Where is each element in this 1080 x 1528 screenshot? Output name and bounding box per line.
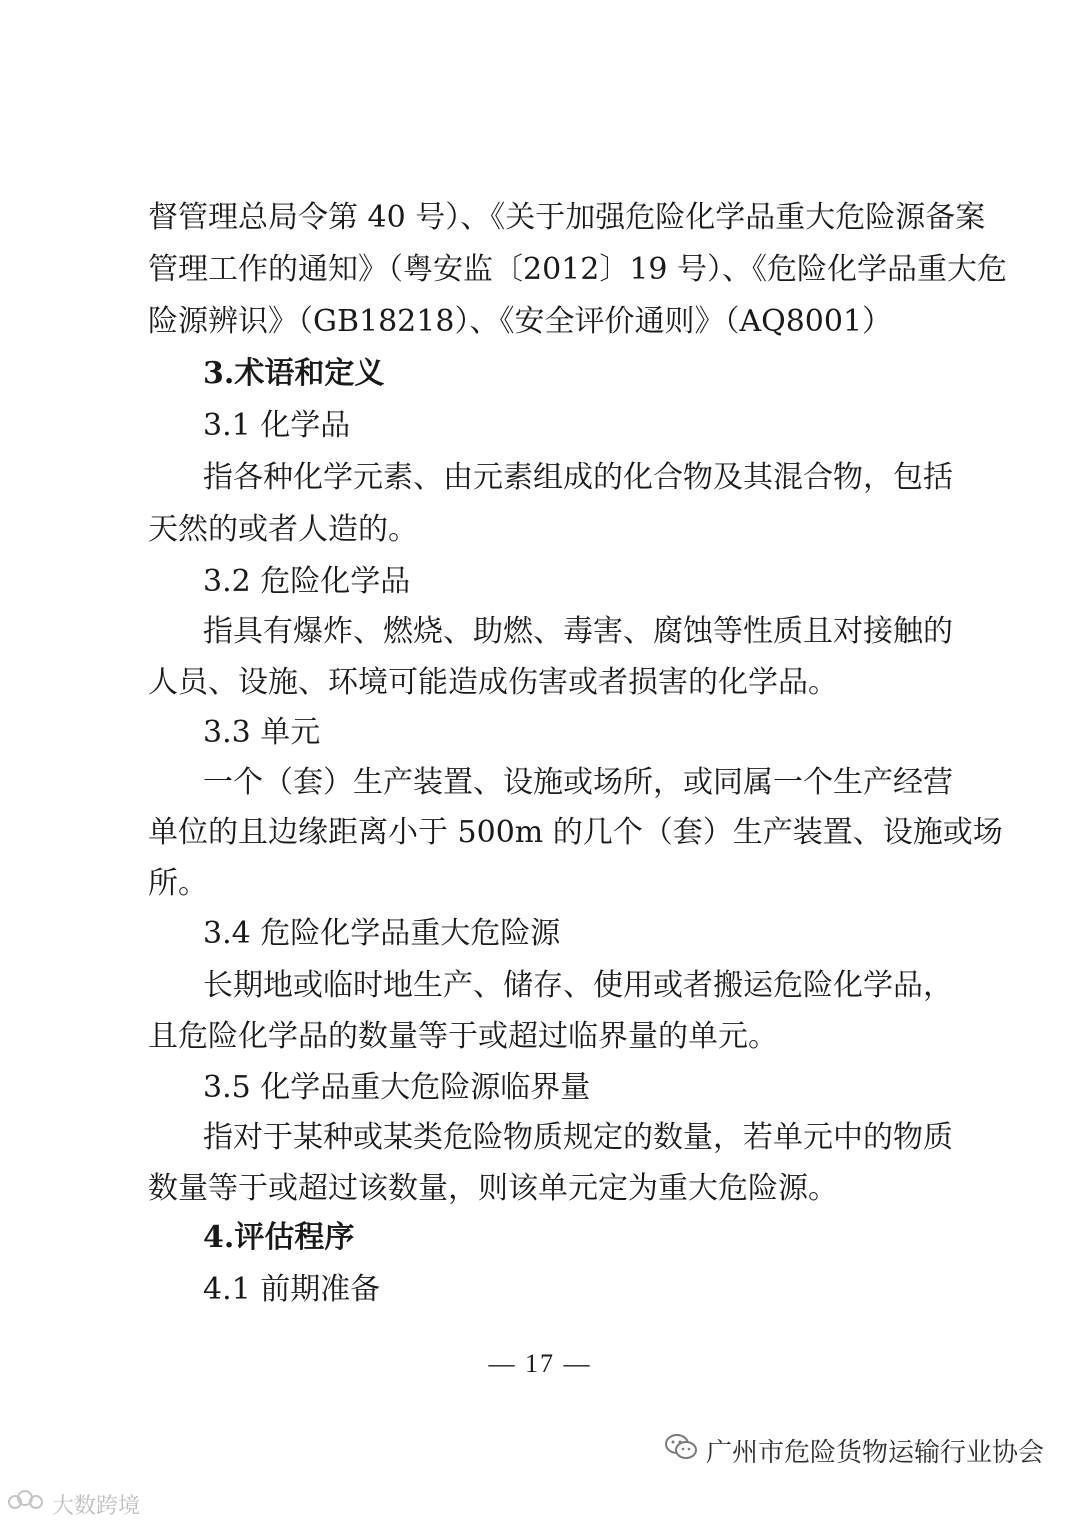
subsection-heading: 4.1 前期准备 bbox=[203, 1272, 381, 1307]
section-heading: 3.术语和定义 bbox=[203, 356, 385, 391]
body-line: 长期地或临时地生产、储存、使用或者搬运危险化学品， bbox=[203, 968, 953, 1003]
body-line: 天然的或者人造的。 bbox=[148, 512, 418, 547]
subsection-heading: 3.2 危险化学品 bbox=[203, 564, 411, 599]
source-name: 大数跨境 bbox=[52, 1493, 141, 1519]
wechat-icon bbox=[664, 1432, 698, 1469]
body-line: 数量等于或超过该数量，则该单元定为重大危险源。 bbox=[148, 1171, 838, 1206]
page-number: — 17 — bbox=[488, 1349, 592, 1378]
body-line: 管理工作的通知》（粤安监〔2012〕19 号）、《危险化学品重大危 bbox=[148, 252, 1008, 287]
body-line: 单位的且边缘距离小于 500m 的几个（套）生产装置、设施或场 bbox=[148, 815, 1003, 850]
source-watermark bbox=[6, 1488, 140, 1520]
account-name: 广州市危险货物运输行业协会 bbox=[705, 1437, 1044, 1468]
subsection-heading: 3.1 化学品 bbox=[203, 408, 351, 443]
subsection-heading: 3.5 化学品重大危险源临界量 bbox=[203, 1070, 591, 1105]
section-heading: 4.评估程序 bbox=[203, 1220, 355, 1255]
body-line: 督管理总局令第 40 号）、《关于加强危险化学品重大危险源备案 bbox=[148, 200, 986, 235]
body-line: 所。 bbox=[148, 866, 208, 901]
subsection-heading: 3.4 危险化学品重大危险源 bbox=[203, 916, 561, 951]
body-line: 险源辨识》（GB18218）、《安全评价通则》（AQ8001） bbox=[148, 304, 893, 339]
account-watermark bbox=[664, 1430, 1044, 1470]
cloud-logo-icon bbox=[6, 1489, 46, 1519]
body-line: 指各种化学元素、由元素组成的化合物及其混合物，包括 bbox=[203, 460, 953, 495]
body-line: 指对于某种或某类危险物质规定的数量，若单元中的物质 bbox=[203, 1120, 953, 1155]
body-line: 指具有爆炸、燃烧、助燃、毒害、腐蚀等性质且对接触的 bbox=[203, 614, 953, 649]
body-line: 一个（套）生产装置、设施或场所，或同属一个生产经营 bbox=[203, 765, 953, 800]
body-line: 人员、设施、环境可能造成伤害或者损害的化学品。 bbox=[148, 665, 838, 700]
subsection-heading: 3.3 单元 bbox=[203, 715, 321, 750]
body-line: 且危险化学品的数量等于或超过临界量的单元。 bbox=[148, 1019, 778, 1054]
